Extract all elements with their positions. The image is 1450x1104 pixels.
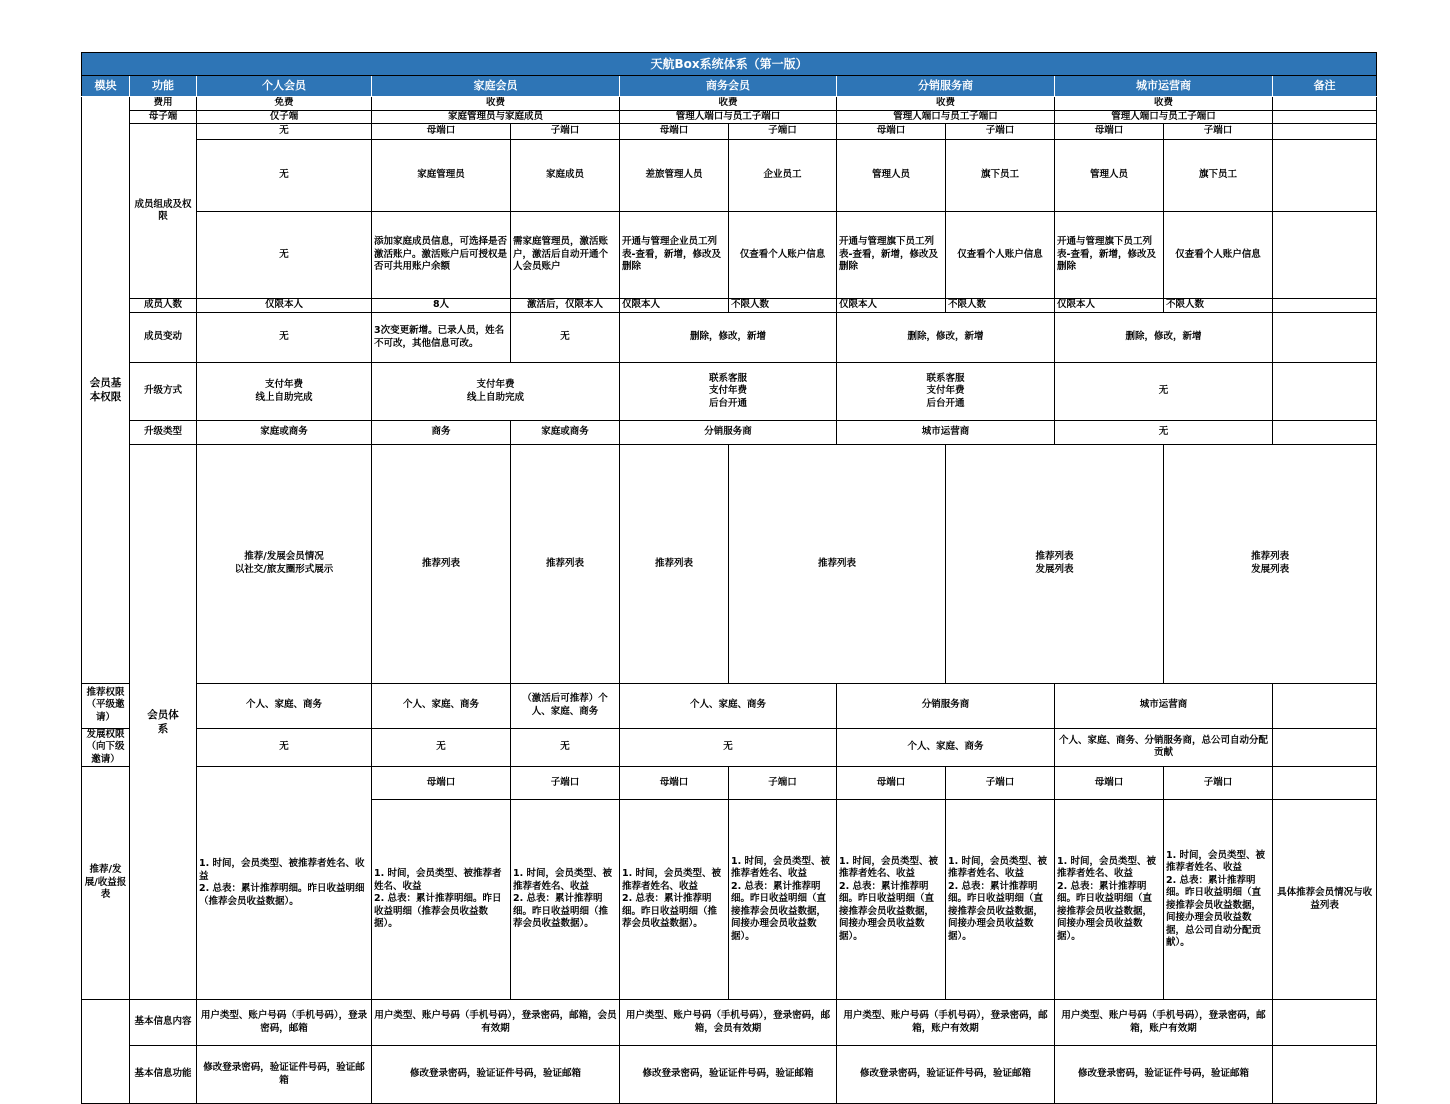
cell: 不限人数	[1164, 299, 1273, 313]
port-child: 子端口	[1164, 767, 1273, 800]
cell: 修改登录密码，验证证件号码，验证邮箱	[1055, 1046, 1273, 1104]
cell: 商务	[372, 421, 511, 445]
remark-cell	[1273, 363, 1377, 421]
cell: 仅限本人	[1055, 299, 1164, 313]
cell: 无	[511, 728, 620, 767]
cell: 无	[197, 313, 372, 363]
membership-system-table	[81, 52, 1377, 1104]
cell: 个人、家庭、商务、分销服务商，总公司自动分配贡献	[1055, 728, 1273, 767]
cell: 激活后，仅限本人	[511, 299, 620, 313]
cell: 用户类型、账户号码（手机号码），登录密码，邮箱，会员有效期	[372, 1000, 620, 1046]
cell: 删除，修改，新增	[837, 313, 1055, 363]
cell: 修改登录密码，验证证件号码，验证邮箱	[837, 1046, 1055, 1104]
port-parent: 母端口	[372, 767, 511, 800]
port-child: 子端口	[729, 767, 837, 800]
port-child: 子端口	[511, 124, 620, 140]
cell: 个人、家庭、商务	[620, 683, 837, 728]
cell: 差旅管理人员	[620, 140, 729, 212]
cell: 1. 时间，会员类型、被推荐者姓名、收益 2. 总表：累计推荐明细。昨日收益明细（直接推荐会员收益数据，间接办理会员收益数据）。	[729, 800, 837, 1000]
cell: 开通与管理旗下员工列表-查看，新增，修改及删除	[837, 212, 946, 299]
cell: 用户类型、账户号码（手机号码），登录密码，邮箱，会员有效期	[620, 1000, 837, 1046]
cell: 1. 时间，会员类型、被推荐者姓名、收益 2. 总表：累计推荐明细。昨日收益明细（推荐会员收益数据）。	[511, 800, 620, 1000]
cell: 用户类型、账户号码（手机号码），登录密码，邮箱	[197, 1000, 372, 1046]
cell: 分销服务商	[837, 683, 1055, 728]
row-label-develop-rights: 发展权限 （向下级邀请）	[82, 728, 130, 767]
cell: 企业员工	[729, 140, 837, 212]
remark-cell	[1273, 212, 1377, 299]
row-label-referral-rights: 推荐权限 （平级邀请）	[82, 683, 130, 728]
cell: 1. 时间，会员类型、被推荐者姓名、收益 2. 总表：累计推荐明细。昨日收益明细（推荐会员收益数据）。	[620, 800, 729, 1000]
cell: 1. 时间，会员类型、被推荐者姓名、收益 2. 总表：累计推荐明细。昨日收益明细（推荐会员收益数据）。	[372, 800, 511, 1000]
cell: 家庭或商务	[197, 421, 372, 445]
cell: 删除，修改，新增	[1055, 313, 1273, 363]
port-parent: 母端口	[372, 124, 511, 140]
cell: 需家庭管理员，激活账户，激活后自动开通个人会员账户	[511, 212, 620, 299]
port-parent: 母端口	[837, 124, 946, 140]
cell: 1. 时间，会员类型、被推荐者姓名、收益 2. 总表：累计推荐明细。昨日收益明细（直接推荐会员收益数据，间接办理会员收益数据，总公司自动分配贡献）。	[1164, 800, 1273, 1000]
row-label-basic-function: 基本信息功能	[130, 1046, 197, 1104]
port-parent: 母端口	[837, 767, 946, 800]
cell: 1. 时间，会员类型、被推荐者姓名、收益 2. 总表：累计推荐明细。昨日收益明细（直接推荐会员收益数据，间接办理会员收益数据）。	[837, 800, 946, 1000]
cell: 城市运营商	[837, 421, 1055, 445]
cell: 管理人端口与员工子端口	[837, 110, 1055, 124]
port-child: 子端口	[946, 767, 1055, 800]
cell: 3次变更新增。已录人员，姓名不可改，其他信息可改。	[372, 313, 511, 363]
cell: 添加家庭成员信息，可选择是否激活账户。激活账户后可授权是否可共用账户余额	[372, 212, 511, 299]
cell: 用户类型、账户号码（手机号码），登录密码，邮箱，账户有效期	[1055, 1000, 1273, 1046]
cell: 管理人员	[1055, 140, 1164, 212]
header-city: 城市运营商	[1055, 76, 1273, 97]
row-label-member-change: 成员变动	[130, 313, 197, 363]
cell: 收费	[837, 97, 1055, 111]
cell: 联系客服 支付年费 后台开通	[620, 363, 837, 421]
cell: 无	[197, 140, 372, 212]
port-parent: 母端口	[620, 767, 729, 800]
row-label-referral-info: 推荐/发展会员情况 以社交/旅友圈形式展示	[197, 445, 372, 684]
port-child: 子端口	[946, 124, 1055, 140]
row-label-parent-child: 母子端	[130, 110, 197, 124]
cell: 仅查看个人账户信息	[946, 212, 1055, 299]
cell: 仅限本人	[620, 299, 729, 313]
cell: 仅子端	[197, 110, 372, 124]
row-label-member-count: 成员人数	[130, 299, 197, 313]
row-label-fee: 费用	[130, 97, 197, 111]
cell: 修改登录密码，验证证件号码，验证邮箱	[620, 1046, 837, 1104]
cell: 1. 时间，会员类型、被推荐者姓名、收益 2. 总表：累计推荐明细。昨日收益明细（推荐会员收益数据）。	[197, 767, 372, 1000]
cell: 开通与管理旗下员工列表-查看，新增，修改及删除	[1055, 212, 1164, 299]
remark-cell	[1273, 313, 1377, 363]
row-label-report: 推荐/发展/收益报表	[82, 767, 130, 1000]
cell: 仅限本人	[197, 299, 372, 313]
cell: 无	[197, 212, 372, 299]
cell: 免费	[197, 97, 372, 111]
cell: 仅查看个人账户信息	[1164, 212, 1273, 299]
cell: 城市运营商	[1055, 683, 1273, 728]
remark-cell: 具体推荐会员情况与收益列表	[1273, 800, 1377, 1000]
port-child: 子端口	[511, 767, 620, 800]
cell: 个人、家庭、商务	[197, 683, 372, 728]
row-label-basic-info: 基本信息内容	[130, 1000, 197, 1046]
cell: 开通与管理企业员工列表-查看，新增，修改及删除	[620, 212, 729, 299]
remark-cell	[1273, 1000, 1377, 1046]
cell: 管理人端口与员工子端口	[620, 110, 837, 124]
cell: 删除，修改，新增	[620, 313, 837, 363]
cell: 管理人端口与员工子端口	[1055, 110, 1273, 124]
header-business: 商务会员	[620, 76, 837, 97]
remark-cell	[1273, 110, 1377, 124]
header-remark: 备注	[1273, 76, 1377, 97]
cell: 管理人员	[837, 140, 946, 212]
cell: 8人	[372, 299, 511, 313]
remark-cell	[1273, 140, 1377, 212]
port-parent: 母端口	[1055, 124, 1164, 140]
cell: 旗下员工	[946, 140, 1055, 212]
cell: 无	[1055, 363, 1273, 421]
cell: 仅查看个人账户信息	[729, 212, 837, 299]
cell: 推荐列表 发展列表	[1164, 445, 1377, 684]
row-label-upgrade-type: 升级类型	[130, 421, 197, 445]
remark-cell	[1273, 728, 1377, 767]
cell: 支付年费 线上自助完成	[372, 363, 620, 421]
remark-cell	[1273, 97, 1377, 111]
cell: 收费	[1055, 97, 1273, 111]
cell: 联系客服 支付年费 后台开通	[837, 363, 1055, 421]
remark-cell	[1273, 299, 1377, 313]
cell: 无	[197, 124, 372, 140]
cell: 不限人数	[729, 299, 837, 313]
cell: 推荐列表	[729, 445, 946, 684]
port-parent: 母端口	[620, 124, 729, 140]
cell: 修改登录密码，验证证件号码，验证邮箱	[372, 1046, 620, 1104]
cell: 修改登录密码，验证证件号码，验证邮箱	[197, 1046, 372, 1104]
cell: 家庭管理员与家庭成员	[372, 110, 620, 124]
row-label-upgrade-method: 升级方式	[130, 363, 197, 421]
module-cell	[82, 1000, 130, 1104]
remark-cell	[1273, 124, 1377, 140]
module-member-system: 会员体 系	[130, 445, 197, 1000]
cell: 推荐列表	[620, 445, 729, 684]
cell: 无	[197, 728, 372, 767]
cell: 用户类型、账户号码（手机号码），登录密码，邮箱，账户有效期	[837, 1000, 1055, 1046]
port-child: 子端口	[729, 124, 837, 140]
cell: 分销服务商	[620, 421, 837, 445]
cell: 1. 时间，会员类型、被推荐者姓名、收益 2. 总表：累计推荐明细。昨日收益明细（直接推荐会员收益数据，间接办理会员收益数据）。	[1055, 800, 1164, 1000]
cell: 支付年费 线上自助完成	[197, 363, 372, 421]
header-function: 功能	[130, 76, 197, 97]
cell: 1. 时间，会员类型、被推荐者姓名、收益 2. 总表：累计推荐明细。昨日收益明细（直接推荐会员收益数据，间接办理会员收益数据）。	[946, 800, 1055, 1000]
header-distributor: 分销服务商	[837, 76, 1055, 97]
cell: 不限人数	[946, 299, 1055, 313]
header-module: 模块	[82, 76, 130, 97]
header-personal: 个人会员	[197, 76, 372, 97]
cell: 个人、家庭、商务	[372, 683, 511, 728]
remark-cell	[1273, 421, 1377, 445]
table-title: 天航Box系统体系（第一版）	[82, 53, 1377, 76]
cell: 家庭或商务	[511, 421, 620, 445]
cell: 推荐列表	[372, 445, 511, 684]
cell: 仅限本人	[837, 299, 946, 313]
cell: 收费	[372, 97, 620, 111]
cell: （激活后可推荐）个人、家庭、商务	[511, 683, 620, 728]
port-child: 子端口	[1164, 124, 1273, 140]
remark-cell	[1273, 1046, 1377, 1104]
cell: 推荐列表 发展列表	[946, 445, 1164, 684]
row-label-composition: 成员组成及权限	[130, 124, 197, 299]
cell: 家庭成员	[511, 140, 620, 212]
cell: 无	[511, 313, 620, 363]
module-basic-permissions: 会员基 本权限	[82, 97, 130, 684]
port-parent: 母端口	[1055, 767, 1164, 800]
cell: 无	[620, 728, 837, 767]
cell: 收费	[620, 97, 837, 111]
cell: 个人、家庭、商务	[837, 728, 1055, 767]
header-family: 家庭会员	[372, 76, 620, 97]
cell: 推荐列表	[511, 445, 620, 684]
cell: 旗下员工	[1164, 140, 1273, 212]
remark-cell	[1273, 683, 1377, 728]
remark-cell	[1273, 767, 1377, 800]
cell: 家庭管理员	[372, 140, 511, 212]
cell: 无	[372, 728, 511, 767]
cell: 无	[1055, 421, 1273, 445]
